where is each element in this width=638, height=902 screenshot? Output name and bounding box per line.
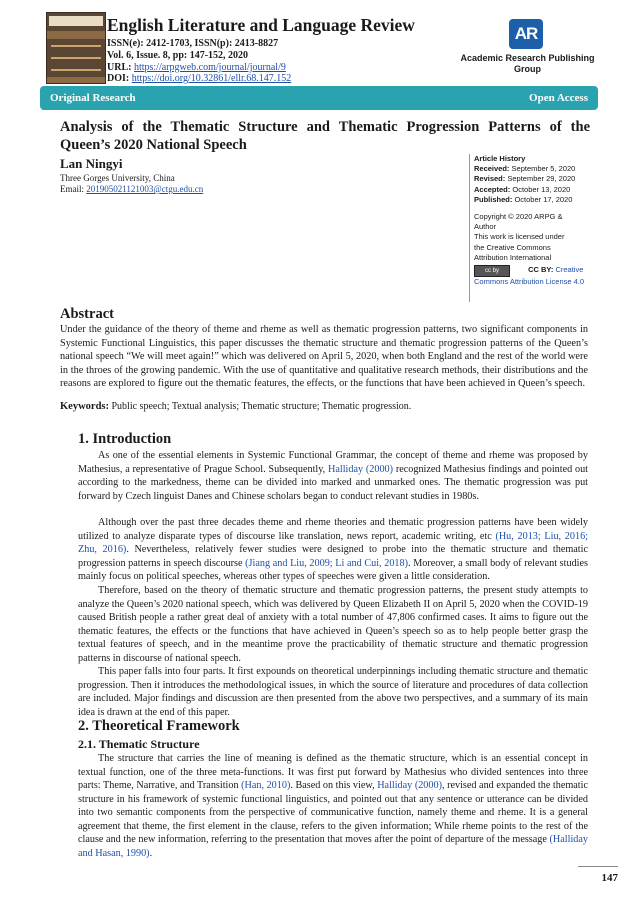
- accepted-date: [474, 185, 595, 195]
- article-history-box: [469, 154, 595, 302]
- published-date: [474, 195, 595, 205]
- framework-p1-text-d: .: [149, 847, 153, 859]
- publisher-logo-text: AR: [514, 24, 538, 43]
- publisher-logo: [509, 19, 543, 49]
- url-label: URL:: [107, 62, 132, 73]
- copyright-line-1: Copyright © 2020 ARPG &: [474, 212, 563, 222]
- journal-cover-thumbnail: [46, 12, 106, 84]
- journal-url-link[interactable]: https://arpgweb.com/journal/journal/9: [133, 62, 286, 73]
- paper-title: Analysis of the Thematic Structure and Thematic Progression Patterns of the Queen’s 2020 National Speech: [60, 119, 590, 153]
- citation-halliday-2000[interactable]: Halliday (2000): [328, 463, 394, 475]
- published-value: October 17, 2020: [514, 194, 573, 204]
- thematic-structure-subheading: 2.1. Thematic Structure: [78, 737, 200, 751]
- intro-p2-text-b: . Nevertheless, relatively fewer studies were designed to probe into the thematic structure and thematic progression patterns in speech discourse: [78, 544, 588, 569]
- keywords-line: [60, 401, 588, 412]
- cc-license-link[interactable]: Creative Commons Attribution License 4.0: [474, 265, 585, 287]
- author-name: Lan Ningyi: [60, 156, 123, 171]
- framework-p1-text-b: . Based on this view,: [290, 780, 378, 792]
- intro-p2-text-a: Although over the past three decades theme and rheme theories and thematic progression patterns have been widely utilized to analyze disparate types of discourse like translation, news report, academic writing, etc: [78, 517, 588, 542]
- abstract-heading: Abstract: [60, 306, 114, 322]
- intro-paragraph-1: [78, 449, 588, 503]
- affiliation: Three Gorges University, China: [60, 173, 175, 183]
- url-line: [107, 62, 286, 73]
- intro-paragraph-4: This paper falls into four parts. It first expounds on theoretical underpinnings including thematic structure and thematic progression. Then it introduces the methodological issues, in which the source of literature and procedures of data collection are included. Major findings and discussion are then presented from the above two perspectives, and a summary of its main idea is drawn at the end of this paper.: [78, 666, 588, 718]
- email-line: [60, 184, 203, 194]
- citation-hu-liu-zhu[interactable]: (Hu, 2013; Liu, 2016; Zhu, 2016): [78, 530, 589, 556]
- intro-paragraph-2: [78, 516, 588, 584]
- revised-value: September 29, 2020: [507, 174, 576, 184]
- received-label: Received:: [474, 164, 510, 174]
- received-date: [474, 164, 595, 174]
- issn-line: ISSN(e): 2412-1703, ISSN(p): 2413-8827: [107, 38, 279, 49]
- doi-link[interactable]: https://doi.org/10.32861/ellr.68.147.152: [131, 73, 292, 84]
- cc-by-icon: cc by: [474, 265, 510, 277]
- license-line-1: This work is licensed under: [474, 232, 565, 242]
- intro-p2-text-c: . Moreover, a small body of relevant studies mainly focus on political speeches, whereas other types of speeches were given a little consideration.: [78, 557, 588, 583]
- citation-han-2010[interactable]: (Han, 2010): [241, 780, 291, 792]
- framework-p1-text-c: , revised and expanded the thematic structure in his framework of systemic functional linguistics, and pointed out that any sentence or utterance can be divided into two semantic components from the perspective of communicative function, namely theme and rheme. It is a general agreement that theme, the first element in the clause, refers to the given information; While rheme points to the rest of the clause and the new information, referring to the presentation that moves after the point of departure of the message: [78, 780, 588, 846]
- keywords-label: Keywords:: [60, 401, 109, 412]
- received-value: September 5, 2020: [511, 164, 576, 174]
- publisher-name: Academic Research Publishing Group: [460, 53, 595, 74]
- doi-label: DOI:: [107, 73, 130, 84]
- published-label: Published:: [474, 194, 513, 204]
- citation-halliday-2000-b[interactable]: Halliday (2000): [377, 780, 442, 792]
- license-line-3: Attribution International: [474, 252, 552, 262]
- framework-paragraph-1: [78, 752, 588, 860]
- introduction-heading: 1. Introduction: [78, 431, 172, 447]
- open-access-label: Open Access: [529, 92, 588, 104]
- accepted-label: Accepted:: [474, 184, 511, 194]
- cc-license-row: [474, 263, 595, 287]
- intro-p1-text-a: As one of the essential elements in Systemic Functional Grammar, the concept of theme and rheme was proposed by Mathesius, a representative of Prague School. Subsequently,: [78, 450, 588, 475]
- history-title: Article History: [474, 154, 526, 163]
- email-label: Email:: [60, 184, 84, 194]
- abstract-text: Under the guidance of the theory of theme and rheme as well as thematic progression patterns, two significant components in Systemic Functional Linguistics, this paper discusses the thematic structure and thematic progression patterns of the Queen’s national speech “We will meet again!” which was delivered on April 5, 2020, when both England and the rest of the world were in the throes of the growing pandemic. With the use of quantitative and qualitative research methods, their distributions and the reasons are explored to figure out the thematic features, the effects, or the functions that have been achieved in Queen’s speech.: [60, 324, 588, 389]
- doi-line: [107, 73, 291, 84]
- license-line-2: the Creative Commons: [474, 242, 551, 252]
- intro-p1-text-b: recognized Mathesius findings and pointed out according to the markedness, theme can be divided into marked and unmarked ones. The thematic progression was put forward by Czech linguist Danes and Chinese scholars began to conduct relevant studies in 1980s.: [78, 463, 588, 502]
- cc-by-label: CC BY:: [528, 265, 554, 275]
- journal-title: English Literature and Language Review: [107, 15, 415, 35]
- revised-label: Revised:: [474, 174, 506, 184]
- copyright-line-2: Author: [474, 222, 497, 232]
- framework-heading: 2. Theoretical Framework: [78, 718, 240, 734]
- author-email-link[interactable]: 201905021121003@ctgu.edu.cn: [86, 184, 204, 194]
- framework-p1-text-a: The structure that carries the line of meaning is defined as the thematic structure, which is an essential concept in textual function, one of the three meta-functions. It was first put forward by Mathesius who divided sentences into three parts: Theme, Narrative, and Transition: [78, 753, 588, 792]
- revised-date: [474, 174, 595, 184]
- footer-rule: [578, 866, 618, 867]
- article-type-banner: [40, 86, 598, 110]
- original-research-label: Original Research: [50, 92, 136, 104]
- citation-jiang-li[interactable]: (Jiang and Liu, 2009; Li and Cui, 2018): [245, 557, 409, 569]
- page-number: 147: [601, 872, 618, 884]
- accepted-value: October 13, 2020: [512, 184, 571, 194]
- keywords-list: Public speech; Textual analysis; Thematic structure; Thematic progression.: [111, 401, 412, 412]
- volume-line: Vol. 6, Issue. 8, pp: 147-152, 2020: [107, 50, 249, 61]
- intro-paragraph-3: Therefore, based on the theory of thematic structure and thematic progression patterns, the present study attempts to analyze the Queen’s 2020 national speech, which was delivered by Queen Elizabeth II on April 5, 2020 when the COVID-19 caused British people a rather great deal of anxiety with a total number of 47,806 confirmed cases. It aims to figure out the thematic features, the effects or the functions that have achieved in Queen’s speech so as to help people better grasp the textual features of speech, and in the meantime prove the practicability of thematic structure and thematic progression patterns in discourse of national speech.: [78, 585, 588, 664]
- citation-halliday-hasan-1990[interactable]: (Halliday and Hasan, 1990): [78, 834, 588, 859]
